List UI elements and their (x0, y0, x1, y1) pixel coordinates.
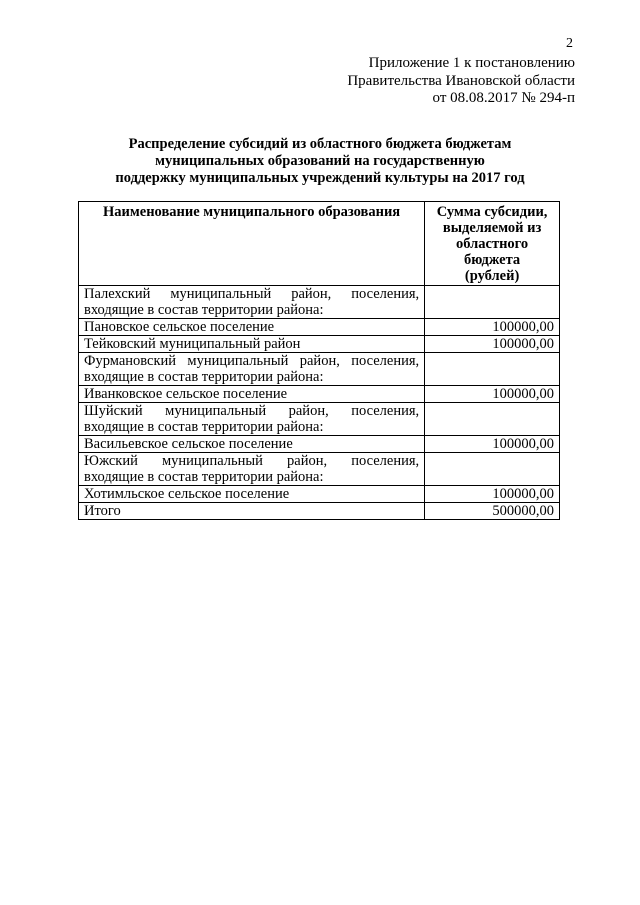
title-line-3: поддержку муниципальных учреждений культуры на 2017 год (115, 170, 525, 186)
table-row (79, 403, 560, 436)
table-total-row (79, 503, 560, 520)
document-title (80, 136, 560, 187)
header-sum-line-2: выделяемой из (442, 220, 542, 236)
row-name: Иванковское сельское поселение (79, 386, 425, 403)
table-row (79, 319, 560, 336)
appendix-line-2: Правительства Ивановской области (347, 72, 575, 89)
table-row (79, 286, 560, 319)
appendix-reference (347, 55, 575, 108)
header-subsidy-amount (425, 202, 560, 286)
row-sum (425, 453, 560, 486)
appendix-line-3: от 08.08.2017 № 294-п (432, 90, 575, 106)
row-sum (425, 286, 560, 319)
table-row (79, 336, 560, 353)
title-line-1: Распределение субсидий из областного бюджета бюджетам (128, 136, 512, 152)
header-sum-line-1: Сумма субсидии, (436, 204, 548, 220)
total-sum: 500000,00 (425, 503, 560, 520)
header-sum-line-4: (рублей) (464, 268, 520, 284)
table-row (79, 386, 560, 403)
row-sum: 100000,00 (425, 486, 560, 503)
table-row (79, 453, 560, 486)
title-line-2: муниципальных образований на государственную (155, 153, 485, 169)
row-sum: 100000,00 (425, 386, 560, 403)
appendix-line-1: Приложение 1 к постановлению (368, 55, 575, 71)
header-municipality-name: Наименование муниципального образования (79, 202, 425, 286)
table-row (79, 436, 560, 453)
row-sum: 100000,00 (425, 436, 560, 453)
row-name: Шуйский муниципальный район, поселения, входящие в состав территории района: (79, 403, 425, 436)
row-sum: 100000,00 (425, 319, 560, 336)
page-number: 2 (566, 36, 573, 51)
row-name: Хотимльское сельское поселение (79, 486, 425, 503)
table-header-row (79, 202, 560, 286)
row-name: Васильевское сельское поселение (79, 436, 425, 453)
table-row (79, 486, 560, 503)
row-sum: 100000,00 (425, 336, 560, 353)
row-sum (425, 353, 560, 386)
row-name: Тейковский муниципальный район (79, 336, 425, 353)
row-name: Южский муниципальный район, поселения, входящие в состав территории района: (79, 453, 425, 486)
row-sum (425, 403, 560, 436)
header-sum-line-3: областного бюджета (455, 236, 529, 268)
row-name: Палехский муниципальный район, поселения, входящие в состав территории района: (79, 286, 425, 319)
total-label: Итого (79, 503, 425, 520)
row-name: Фурмановский муниципальный район, поселения, входящие в состав территории района: (79, 353, 425, 386)
table-row (79, 353, 560, 386)
subsidy-table (78, 201, 560, 520)
row-name: Пановское сельское поселение (79, 319, 425, 336)
